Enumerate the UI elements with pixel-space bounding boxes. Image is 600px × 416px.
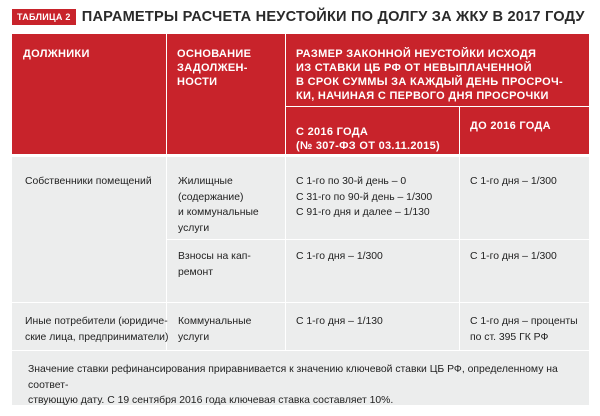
header-divider: [285, 106, 589, 107]
column-divider: [285, 157, 286, 350]
table-title: [12, 6, 592, 28]
table-cell-since-2016: С 1-го по 30-й день – 0 С 31-го по 90-й день – 1/300 С 91-го дня и далее – 1/130: [296, 176, 433, 218]
table-cell-since-2016: С 1-го дня – 1/300: [296, 251, 383, 262]
table-cell-basis: Коммунальные услуги: [178, 316, 252, 343]
table-cell-before-2016: С 1-го дня – 1/300: [470, 176, 557, 187]
header-divider: [166, 34, 167, 154]
table-cell-debtor: Иные потребители (юридиче- ские лица, предприниматели): [25, 316, 169, 343]
table-header: [12, 34, 589, 154]
header-basis: ОСНОВАНИЕ ЗАДОЛЖЕН- НОСТИ: [177, 48, 252, 88]
table-footnote: Значение ставки рефинансирования приравнивается к значению ключевой ставки ЦБ РФ, определенному на соответ- ствующую дату. С 19 сентября 2016 года ключевая ставка составляет 10%.: [28, 364, 558, 406]
table-body: [12, 157, 589, 405]
row-divider: [12, 350, 589, 351]
table-cell-debtor: Собственники помещений: [25, 176, 152, 187]
header-divider: [285, 34, 286, 154]
table-cell-basis: Жилищные (содержание) и коммунальные услуги: [178, 176, 259, 234]
row-divider: [12, 302, 589, 303]
row-divider: [166, 239, 589, 240]
table-cell-before-2016: С 1-го дня – 1/300: [470, 251, 557, 262]
table-cell-basis: Взносы на кап- ремонт: [178, 251, 251, 278]
table-title-text: ПАРАМЕТРЫ РАСЧЕТА НЕУСТОЙКИ ПО ДОЛГУ ЗА ЖКУ В 2017 ГОДУ: [81, 9, 585, 25]
header-divider: [459, 107, 460, 154]
header-penalty-size: РАЗМЕР ЗАКОННОЙ НЕУСТОЙКИ ИСХОДЯ ИЗ СТАВКИ ЦБ РФ ОТ НЕВЫПЛАЧЕННОЙ В СРОК СУММЫ ЗА КАЖДЫЙ ДЕНЬ ПРОСРОЧ- КИ, НАЧИНАЯ С ПЕРВОГО ДНЯ ПРОСРОЧКИ: [296, 48, 563, 102]
column-divider: [459, 157, 460, 350]
table-number-tag: ТАБЛИЦА 2: [12, 9, 76, 25]
header-before-2016: ДО 2016 ГОДА: [470, 120, 551, 132]
table-cell-before-2016: С 1-го дня – проценты по ст. 395 ГК РФ: [470, 316, 578, 343]
table-cell-since-2016: С 1-го дня – 1/130: [296, 316, 383, 327]
header-debtors: ДОЛЖНИКИ: [23, 48, 90, 60]
header-since-2016: С 2016 ГОДА (№ 307-ФЗ ОТ 03.11.2015): [296, 126, 440, 152]
